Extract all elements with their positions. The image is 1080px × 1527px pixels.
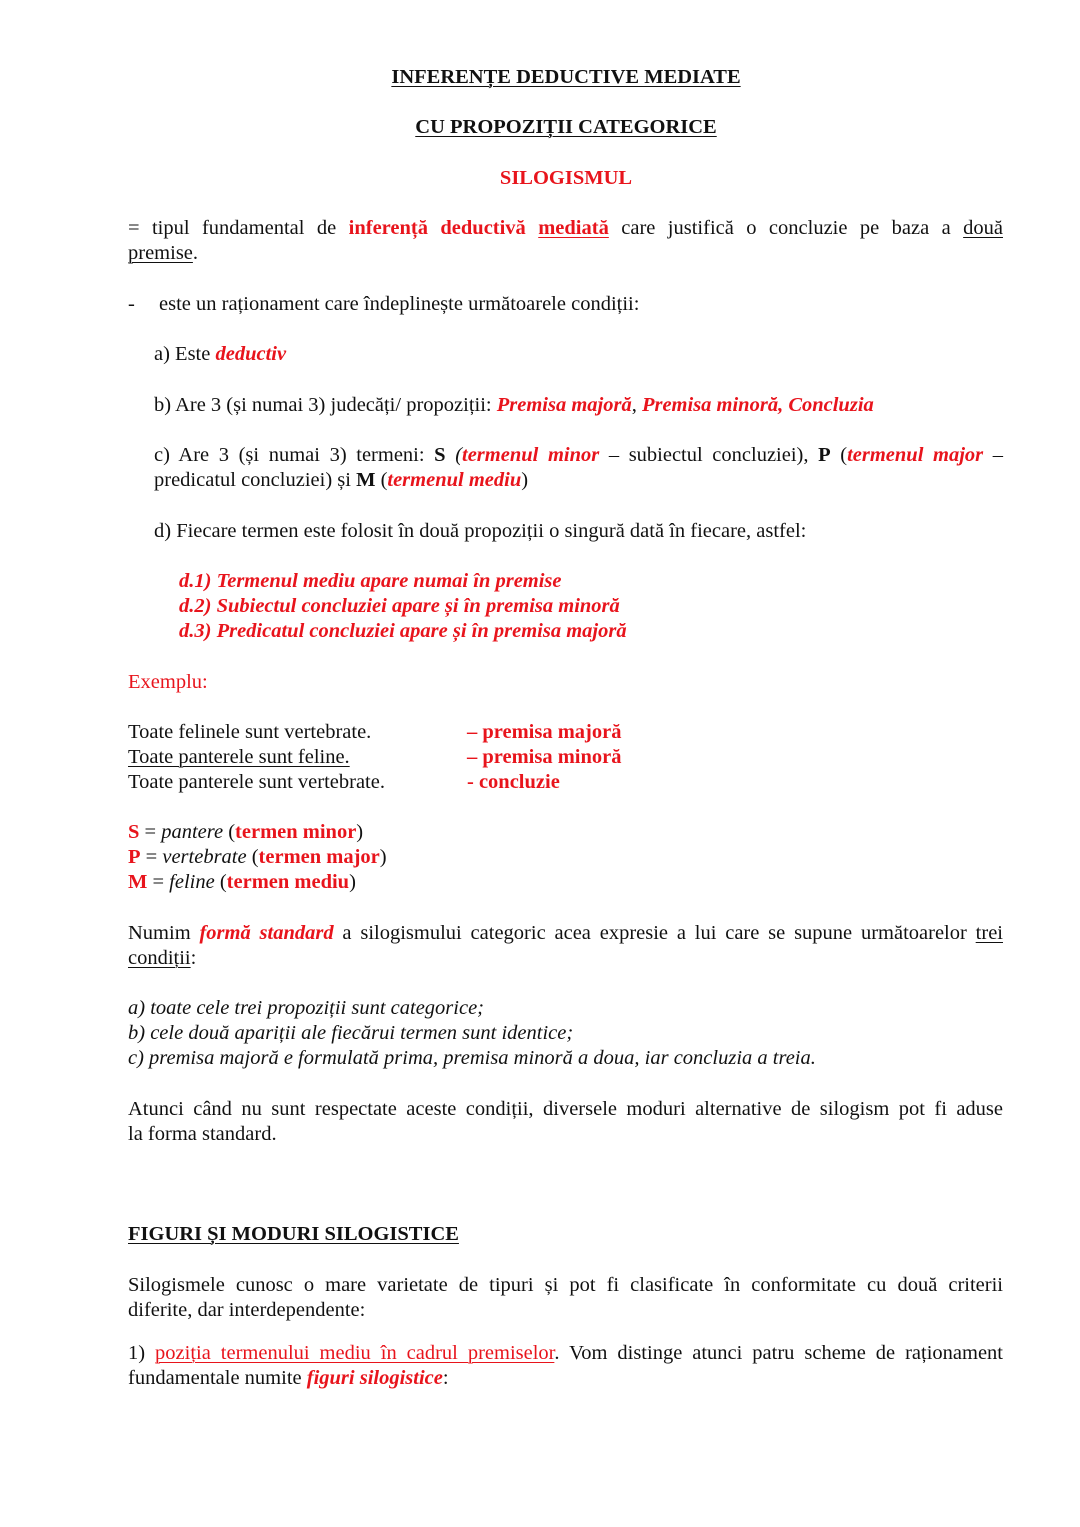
figures-item-1-line-1: 1) poziția termenului mediu în cadrul premiselor. Vom distinge atunci patru scheme de raționament [128, 1342, 1004, 1364]
figures-para-line-2: diferite, dar interdependente: [128, 1299, 366, 1321]
term-s: S = pantere (termen minor) [128, 821, 364, 843]
condition-a: a) Este deductiv [154, 343, 287, 365]
definition-line-2: premise. [128, 242, 199, 264]
condition-c-line-2: predicatul concluziei) și M (termenul mediu) [154, 469, 529, 491]
condition-d3: d.3) Predicatul concluziei apare și în premisa majoră [179, 620, 627, 642]
term-m: M = feline (termen mediu) [128, 871, 356, 893]
title-line-1: INFERENȚE DEDUCTIVE MEDIATE [391, 66, 741, 88]
figures-item-1-line-2: fundamentale numite figuri silogistice: [128, 1367, 449, 1389]
term-p: P = vertebrate (termen major) [128, 846, 387, 868]
figures-heading: FIGURI ȘI MODURI SILOGISTICE [128, 1223, 459, 1245]
example-sentence-1: Toate felinele sunt vertebrate. [128, 721, 372, 743]
definition-line-1: = tipul fundamental de inferență deductivă mediată care justifică o concluzie pe baza a două [128, 217, 1003, 239]
standard-form-line-1: Numim formă standard a silogismului categoric acea expresie a lui care se supune următoarelor trei [128, 922, 1003, 944]
condition-c-line-1: c) Are 3 (și numai 3) termeni: S (termenul minor – subiectul concluziei), P (termenul major – [154, 444, 1003, 466]
example-sentence-3: Toate panterele sunt vertebrate. [128, 771, 385, 793]
example-role-2: – premisa minoră [467, 746, 622, 768]
standard-form-line-2: condiții: [128, 947, 197, 969]
conditions-intro: este un raționament care îndeplinește următoarele condiții: [159, 293, 640, 315]
condition-b: b) Are 3 (și numai 3) judecăți/ propoziții: Premisa majoră, Premisa minoră, Concluzia [154, 394, 874, 416]
figures-para-line-1: Silogismele cunosc o mare varietate de tipuri și pot fi clasificate în conformitate cu două criterii [128, 1274, 1003, 1296]
dash-bullet: - [128, 293, 135, 315]
standard-condition-c: c) premisa majoră e formulată prima, premisa minoră a doua, iar concluzia a treia. [128, 1047, 816, 1069]
standard-note-line-1: Atunci când nu sunt respectate aceste condiții, diversele moduri alternative de silogism pot fi aduse [128, 1098, 1003, 1120]
example-sentence-2: Toate panterele sunt feline. [128, 746, 350, 768]
condition-d1: d.1) Termenul mediu apare numai în premise [179, 570, 562, 592]
example-role-3: - concluzie [467, 771, 560, 793]
standard-note-line-2: la forma standard. [128, 1123, 277, 1145]
example-role-1: – premisa majoră [467, 721, 622, 743]
definition-term: inferență deductivă [348, 217, 526, 239]
condition-d2: d.2) Subiectul concluziei apare și în premisa minoră [179, 595, 620, 617]
example-label: Exemplu: [128, 671, 208, 693]
standard-condition-b: b) cele două apariții ale fiecărui termen sunt identice; [128, 1022, 574, 1044]
title-silogismul: SILOGISMUL [499, 167, 633, 189]
standard-condition-a: a) toate cele trei propoziții sunt categorice; [128, 997, 485, 1019]
title-line-2: CU PROPOZIȚII CATEGORICE [415, 116, 717, 138]
condition-d: d) Fiecare termen este folosit în două propoziții o singură dată în fiecare, astfel: [154, 520, 807, 542]
definition-mediata: mediată [538, 217, 609, 239]
